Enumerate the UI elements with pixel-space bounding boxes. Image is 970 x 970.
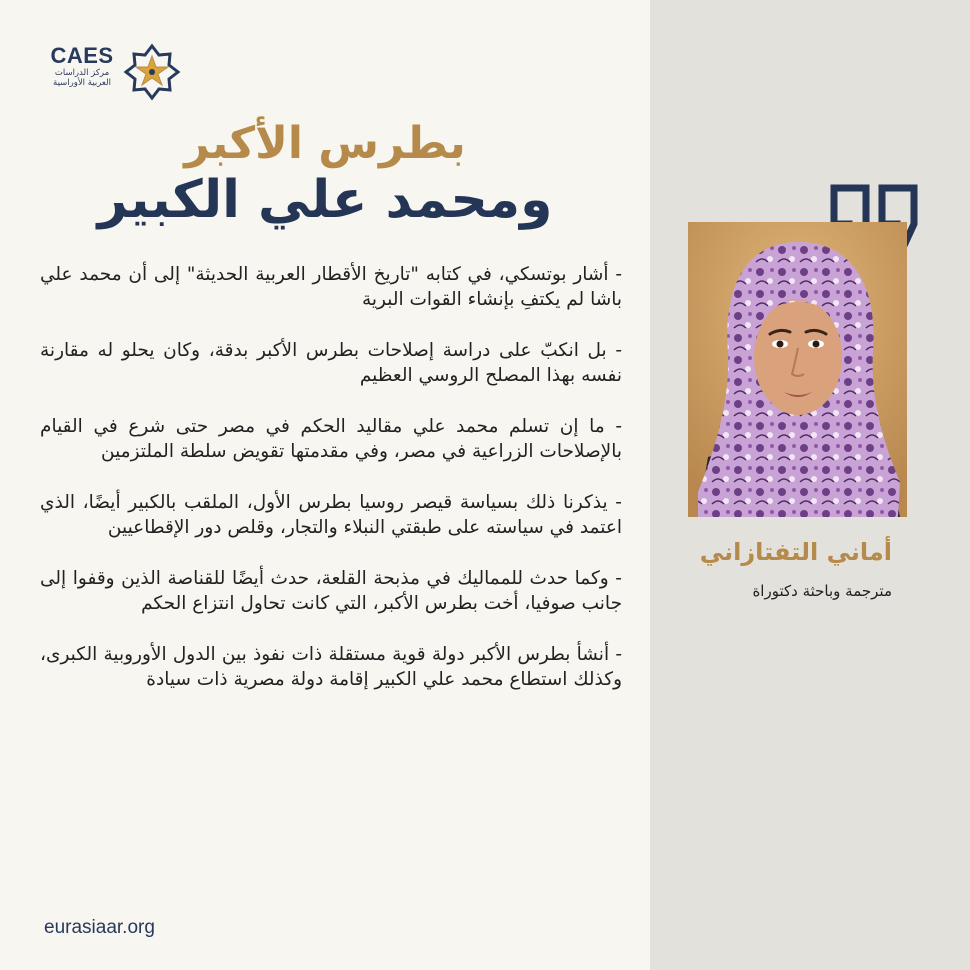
website-link[interactable]: eurasiaar.org xyxy=(44,917,155,938)
caes-logo[interactable] xyxy=(46,44,196,100)
logo-line-1: مركز الدراسات xyxy=(54,68,110,78)
paragraph-6: - أنشأ بطرس الأكبر دولة قوية مستقلة ذات نفوذ بين الدول الأوروبية الكبرى، وكذلك استطاع محمد علي الكبير إقامة دولة مصرية ذات سيادة xyxy=(40,644,622,690)
author-name: أماني التفتازاني xyxy=(699,538,892,566)
logo-text xyxy=(46,44,118,88)
paragraph-1: - أشار بوتسكي، في كتابه "تاريخ الأقطار العربية الحديثة" إلى أن محمد علي باشا لم يكتفِ بإنشاء القوات البرية xyxy=(40,264,622,310)
author-photo xyxy=(688,222,907,517)
author-portrait xyxy=(688,222,907,517)
paragraph-2: - بل انكبّ على دراسة إصلاحات بطرس الأكبر بدقة، وكان يحلو له مقارنة نفسه بهذا المصلح الروسي العظيم xyxy=(40,340,622,386)
title-line-1: بطرس الأكبر xyxy=(184,118,466,169)
logo-acronym: CAES xyxy=(50,43,114,68)
author-role: مترجمة وباحثة دكتوراة xyxy=(752,582,892,600)
paragraph-3: - ما إن تسلم محمد علي مقاليد الحكم في مصر حتى شرع في القيام بالإصلاحات الزراعية في مصر، وفي مقدمتها تقويض سلطة الملتزمين xyxy=(40,416,622,462)
star-emblem-icon xyxy=(122,42,182,102)
paragraph-5: - وكما حدث للمماليك في مذبحة القلعة، حدث أيضًا للقناصة الذين وقفوا إلى جانب صوفيا، أخت بطرس الأكبر، التي كانت تحاول انتزاع الحكم xyxy=(40,568,622,614)
paragraph-4: - يذكرنا ذلك بسياسة قيصر روسيا بطرس الأول، الملقب بالكبير أيضًا، الذي اعتمد في سياسته على طبقتي النبلاء والتجار، وقلص دور الإقطاعيين xyxy=(40,492,622,538)
title-line-2: ومحمد علي الكبير xyxy=(97,170,553,230)
article-body xyxy=(40,262,622,718)
logo-line-2: العربية الأوراسية xyxy=(53,78,111,88)
